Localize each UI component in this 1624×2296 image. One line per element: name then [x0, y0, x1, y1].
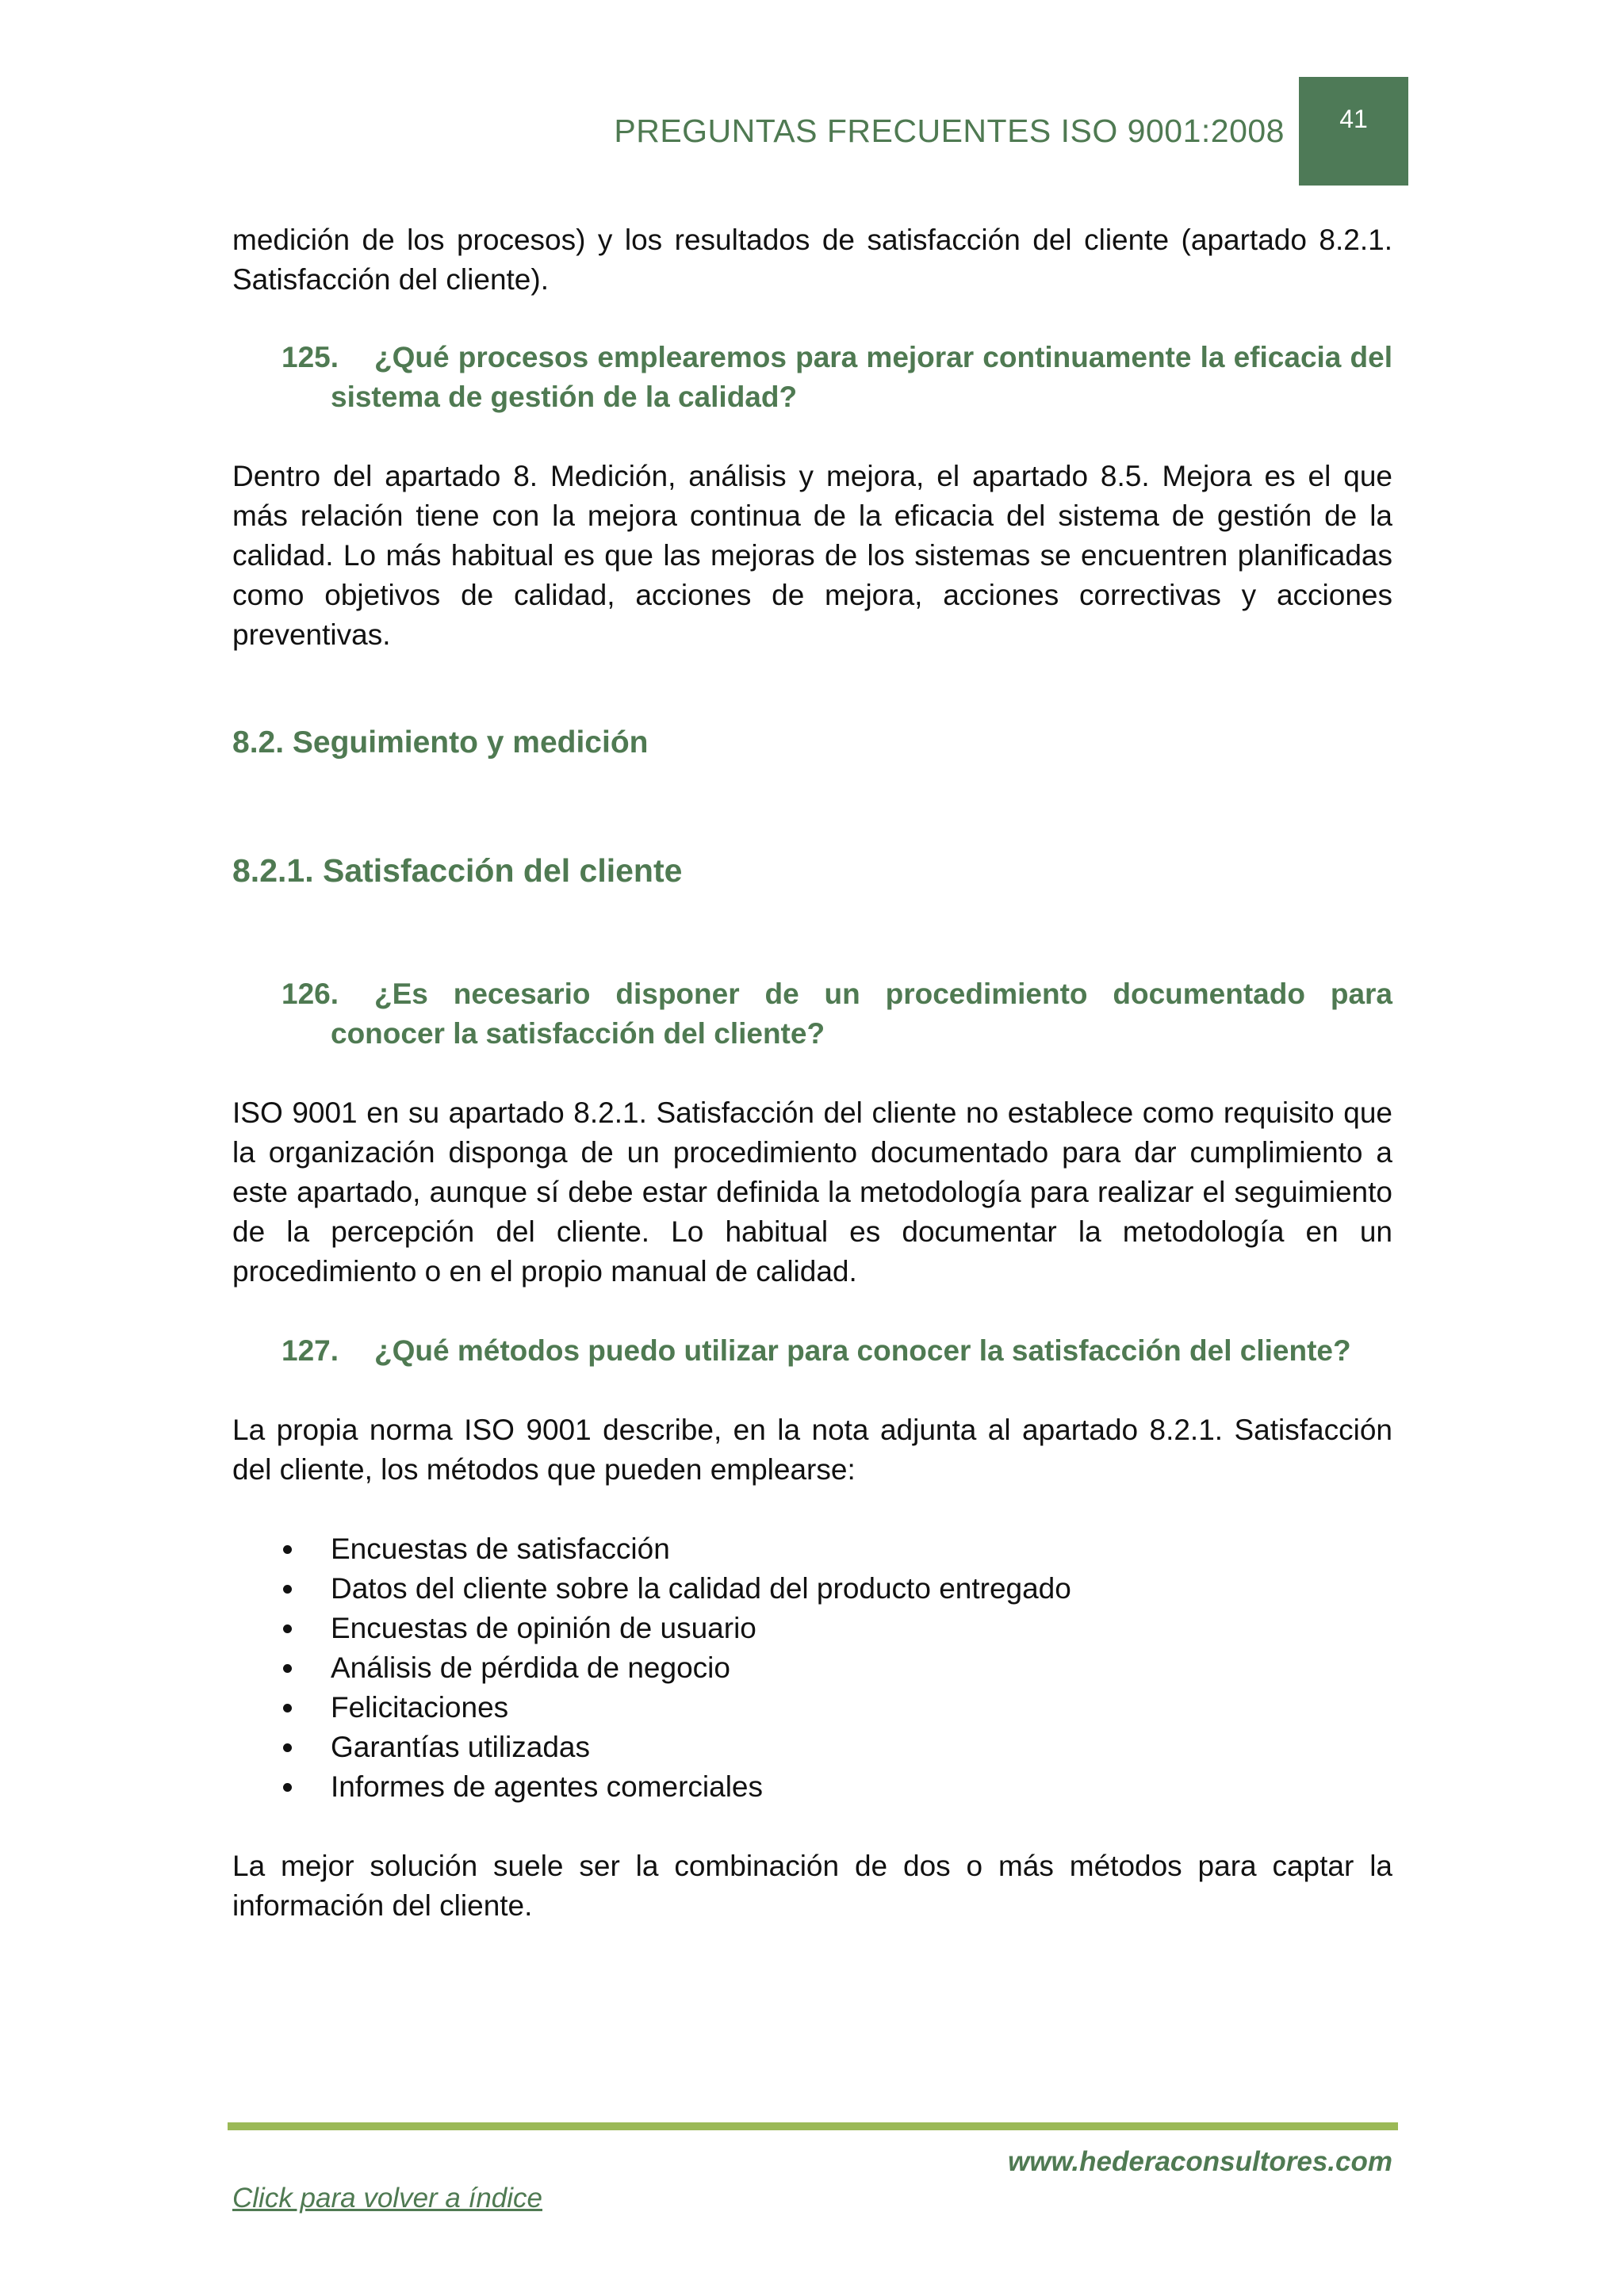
list-item: Felicitaciones [232, 1688, 1392, 1728]
bullet-icon [283, 1783, 292, 1792]
answer-126: ISO 9001 en su apartado 8.2.1. Satisfacción del cliente no establece como requisito que la organización disponga de un procedimiento documentado para dar cumplimiento a este apartado, aunque sí debe estar definida la metodología para realizar el seguimiento de la percepción del cliente. Lo habitual es documentar la metodología en un procedimiento o en el propio manual de calidad. [232, 1096, 1392, 1288]
bullet-icon [283, 1743, 292, 1752]
bullet-icon [283, 1585, 292, 1594]
question-125-text: ¿Qué procesos emplearemos para mejorar continuamente la eficacia del sistema de gestión de la calidad? [331, 341, 1392, 413]
footer-divider [228, 2122, 1398, 2130]
list-item: Garantías utilizadas [232, 1728, 1392, 1767]
question-125 [232, 338, 1392, 417]
question-126-number: 126. [282, 978, 339, 1010]
intro-continuation: medición de los procesos) y los resultados de satisfacción del cliente (apartado 8.2.1. Satisfacción del cliente). [232, 224, 1392, 296]
running-header-title: PREGUNTAS FRECUENTES ISO 9001:2008 [614, 113, 1285, 149]
section-heading-8-2: 8.2. Seguimiento y medición [232, 725, 649, 760]
question-126 [232, 974, 1392, 1054]
answer-127-intro: La propia norma ISO 9001 describe, en la nota adjunta al apartado 8.2.1. Satisfacción del cliente, los métodos que pueden emplearse: [232, 1414, 1392, 1486]
list-item: Encuestas de satisfacción [232, 1529, 1392, 1569]
question-127-text: ¿Qué métodos puedo utilizar para conocer la satisfacción del cliente? [374, 1334, 1351, 1367]
bullet-icon [283, 1545, 292, 1554]
answer-125: Dentro del apartado 8. Medición, análisis y mejora, el apartado 8.5. Mejora es el que más relación tiene con la mejora continua de la eficacia del sistema de gestión de la calidad. Lo más habitual es que las mejoras de los sistemas se encuentren planificadas como objetivos de calidad, acciones de mejora, acciones correctivas y acciones preventivas. [232, 460, 1392, 651]
bullet-icon [283, 1624, 292, 1633]
methods-list [232, 1529, 1392, 1807]
list-item: Encuestas de opinión de usuario [232, 1609, 1392, 1648]
question-125-number: 125. [282, 341, 339, 373]
bullet-icon [283, 1704, 292, 1712]
page-content [232, 220, 1392, 1926]
footer-website-url: www.hederaconsultores.com [1008, 2146, 1392, 2177]
answer-127-conclusion: La mejor solución suele ser la combinación de dos o más métodos para captar la información del cliente. [232, 1850, 1392, 1922]
question-126-text: ¿Es necesario disponer de un procedimiento documentado para conocer la satisfacción del cliente? [331, 978, 1392, 1050]
list-item: Informes de agentes comerciales [232, 1767, 1392, 1807]
page-number: 41 [1339, 105, 1368, 133]
bullet-icon [283, 1664, 292, 1673]
list-item: Datos del cliente sobre la calidad del producto entregado [232, 1569, 1392, 1609]
back-to-index-link[interactable]: Click para volver a índice [232, 2183, 542, 2214]
question-127-number: 127. [282, 1334, 339, 1367]
list-item: Análisis de pérdida de negocio [232, 1648, 1392, 1688]
section-heading-8-2-1: 8.2.1. Satisfacción del cliente [232, 852, 683, 889]
page-number-box [1299, 77, 1408, 186]
question-127 [232, 1331, 1392, 1371]
